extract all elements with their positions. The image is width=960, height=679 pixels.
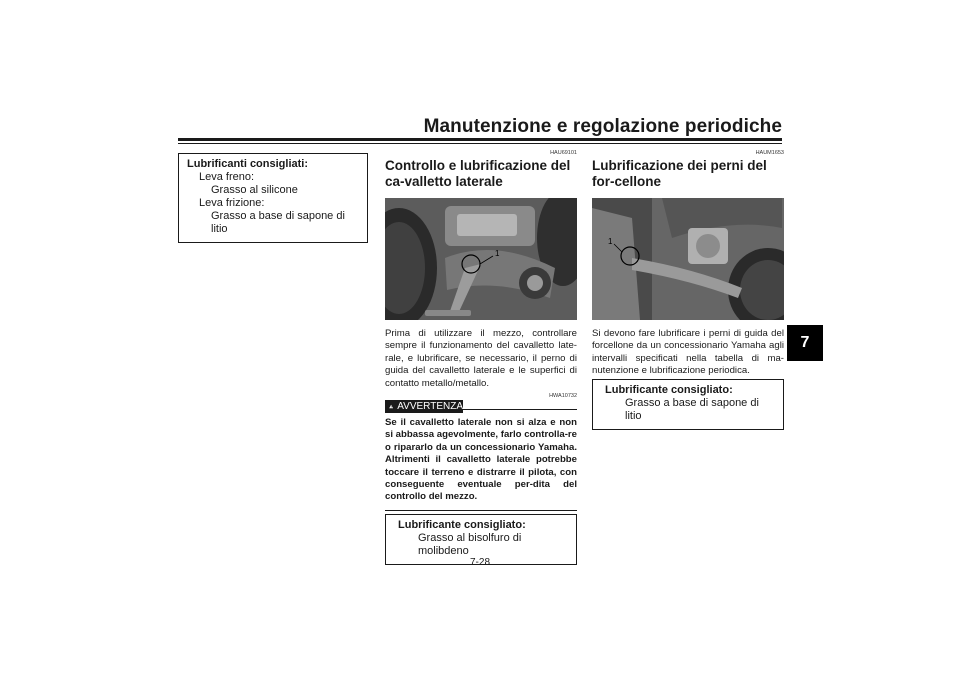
sidestand-illustration <box>385 198 577 320</box>
warning-label: AVVERTENZA <box>397 401 463 413</box>
header-rule <box>178 138 782 141</box>
swingarm-lubricant-box <box>592 379 784 430</box>
page-title: Manutenzione e regolazione periodiche <box>423 116 782 137</box>
chapter-tab[interactable]: 7 <box>787 325 823 361</box>
lubricant-line: Leva frizione: <box>199 197 265 209</box>
callout-number: 1 <box>608 237 613 246</box>
recommended-lubricants-box <box>178 153 368 243</box>
section-title: Controllo e lubrificazione del ca-valletto laterale <box>385 158 571 189</box>
section-title: Lubrificazione dei perni del for-cellone <box>592 158 767 189</box>
sidestand-section <box>385 150 577 511</box>
section-code: HAU69101 <box>550 150 577 156</box>
swingarm-body: Si devono fare lubrificare i perni di guida del forcellone da un concessionario Yamaha agli intervalli specificati nella tabella di ma-nutenzione e lubrificazione periodica. <box>592 328 784 377</box>
lubricant-line: Leva freno: <box>199 171 255 183</box>
lubricant-title: Lubrificante consigliato: <box>398 519 526 531</box>
swingarm-section <box>592 150 784 378</box>
lubricant-line: Grasso al silicone <box>211 184 298 196</box>
warning-code: HWA10732 <box>549 393 577 400</box>
lubricant-title: Lubrificante consigliato: <box>605 384 733 396</box>
swingarm-photo <box>592 198 784 320</box>
warning-triangle-icon <box>389 402 393 411</box>
callout-number: 1 <box>495 249 500 258</box>
lubricant-value: Grasso a base di sapone di litio <box>625 397 759 422</box>
sidestand-body: Prima di utilizzare il mezzo, controllare sempre il funzionamento del cavalletto late-rale, e lubrificare, se necessario, il perno di guida del cavalletto laterale e le superfici di contatto metallo/metallo. <box>385 328 577 389</box>
swingarm-illustration <box>592 198 784 320</box>
lubricants-title: Lubrificanti consigliati: <box>187 158 309 170</box>
lubricant-line: Grasso a base di sapone di litio <box>211 210 345 235</box>
warning-header <box>385 400 577 413</box>
sidestand-photo <box>385 198 577 320</box>
warning-end-rule <box>385 510 577 511</box>
section-code: HAUM1653 <box>755 150 784 156</box>
lubricant-value: Grasso al bisolfuro di molibdeno <box>418 532 522 557</box>
warning-text: Se il cavalletto laterale non si alza e non si abbassa agevolmente, farlo controlla-re o ripararlo da un concessionario Yamaha. Altrimenti il cavalletto laterale potrebbe toccare il terreno e distrarre il pilota, con conseguente eventuale per-dita del controllo del mezzo. <box>385 417 577 503</box>
page-number: 7-28 <box>469 557 490 568</box>
header-rule-thin <box>178 143 782 144</box>
